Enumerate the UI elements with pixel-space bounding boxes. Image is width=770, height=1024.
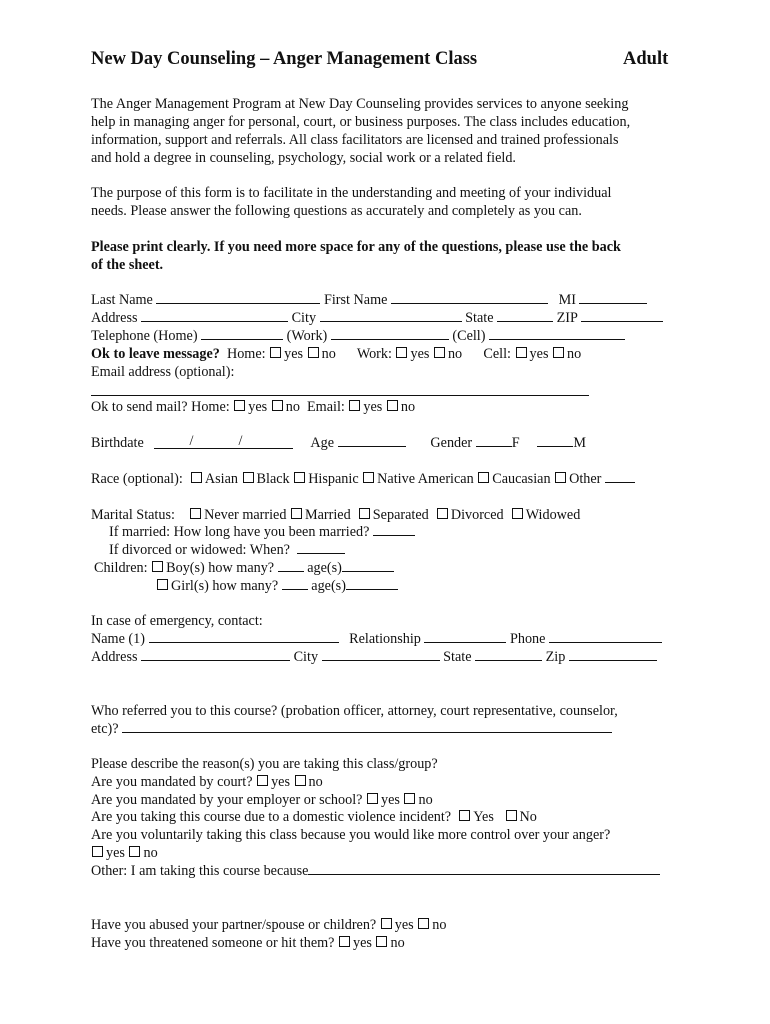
work-phone-label: (Work)	[286, 328, 328, 344]
race-caucasian-checkbox[interactable]	[478, 472, 489, 483]
work-phone-field[interactable]	[331, 327, 449, 340]
gender-f-label: F	[511, 435, 520, 451]
mail-row	[91, 398, 415, 416]
domestic-yes-checkbox[interactable]	[459, 810, 470, 821]
yes-label: yes	[248, 399, 268, 415]
city-field[interactable]	[320, 309, 462, 322]
notice-line-1: Please print clearly. If you need more space for any of the questions, please use the back	[91, 239, 621, 255]
intro-line-1: The Anger Management Program at New Day Counseling provides services to anyone seeking	[91, 96, 629, 112]
yes-label: yes	[353, 935, 372, 951]
emergency-phone-field[interactable]	[549, 630, 662, 643]
mail-no-checkbox[interactable]	[272, 400, 283, 411]
race-hispanic-checkbox[interactable]	[294, 472, 305, 483]
work-yes-checkbox[interactable]	[396, 347, 407, 358]
threatened-yes-checkbox[interactable]	[339, 936, 350, 947]
email-yes-checkbox[interactable]	[349, 400, 360, 411]
cell-no-checkbox[interactable]	[553, 347, 564, 358]
emergency-name-field[interactable]	[149, 630, 339, 643]
no-label: no	[308, 774, 323, 790]
no-label: no	[567, 346, 582, 362]
marital-label: Marital Status:	[91, 507, 175, 523]
yes-label: yes	[271, 774, 290, 790]
threatened-label: Have you threatened someone or hit them?	[91, 935, 335, 951]
voluntary-row	[91, 844, 158, 862]
age-field[interactable]	[338, 434, 406, 447]
married-checkbox[interactable]	[291, 508, 302, 519]
address-label: Address	[91, 310, 138, 326]
relationship-label: Relationship	[349, 631, 421, 647]
message-row	[91, 345, 581, 363]
email-label: Email address (optional):	[91, 364, 235, 380]
notice-line-2: of the sheet.	[91, 257, 164, 273]
domestic-row	[91, 808, 537, 826]
ages-label: age(s)	[307, 560, 342, 576]
last-name-field[interactable]	[156, 291, 320, 304]
date-separator: /	[189, 433, 194, 449]
divorced-when-field[interactable]	[297, 541, 345, 554]
form-title: New Day Counseling – Anger Management Class	[91, 49, 478, 69]
race-other-field[interactable]	[605, 470, 635, 483]
race-option-label: Other	[569, 471, 602, 487]
domestic-label: Are you taking this course due to a domestic violence incident?	[91, 809, 452, 825]
emergency-zip-label: Zip	[545, 649, 566, 665]
girls-count-field[interactable]	[282, 577, 308, 590]
home-yes-checkbox[interactable]	[270, 347, 281, 358]
race-other-checkbox[interactable]	[555, 472, 566, 483]
cell-label: Cell:	[483, 346, 511, 362]
zip-field[interactable]	[581, 309, 663, 322]
girls-ages-field[interactable]	[346, 577, 398, 590]
work-label: Work:	[356, 346, 392, 362]
marital-row	[91, 506, 580, 524]
address-field[interactable]	[141, 309, 288, 322]
purpose-line-2: needs. Please answer the following questions as accurately and completely as you can.	[91, 203, 582, 219]
yes-label: yes	[529, 346, 549, 362]
state-field[interactable]	[497, 309, 553, 322]
other-reason-row	[91, 862, 660, 880]
relationship-field[interactable]	[424, 630, 506, 643]
mail-yes-checkbox[interactable]	[234, 400, 245, 411]
boys-checkbox[interactable]	[152, 561, 163, 572]
race-option-label: Asian	[204, 471, 238, 487]
if-married-row	[109, 523, 415, 541]
age-label: Age	[310, 435, 335, 451]
marital-option-label: Separated	[372, 507, 429, 523]
married-length-field[interactable]	[373, 523, 415, 536]
employer-no-checkbox[interactable]	[404, 793, 415, 804]
gender-m-field[interactable]	[537, 434, 573, 447]
reasons-question: Please describe the reason(s) you are taking this class/group?	[91, 756, 438, 772]
no-label: no	[143, 845, 158, 861]
domestic-no-checkbox[interactable]	[506, 810, 517, 821]
widowed-checkbox[interactable]	[512, 508, 523, 519]
abused-row	[91, 916, 446, 934]
voluntary-question: Are you voluntarily taking this class because you would like more control over your anger?	[91, 827, 611, 843]
last-name-label: Last Name	[91, 292, 153, 308]
first-name-field[interactable]	[391, 291, 548, 304]
ok-message-label: Ok to leave message?	[91, 346, 220, 362]
abused-label: Have you abused your partner/spouse or children?	[91, 917, 377, 933]
other-reason-label: Other: I am taking this course because	[91, 863, 309, 879]
emergency-label: In case of emergency, contact:	[91, 613, 263, 629]
emergency-address-field[interactable]	[141, 648, 290, 661]
yes-label: yes	[106, 845, 125, 861]
race-option-label: Native American	[377, 471, 474, 487]
court-yes-checkbox[interactable]	[257, 775, 268, 786]
yes-label: yes	[381, 792, 400, 808]
no-label: no	[400, 399, 416, 415]
emergency-address-label: Address	[91, 649, 138, 665]
marital-option-label: Married	[305, 507, 351, 523]
boys-ages-field[interactable]	[342, 559, 394, 572]
yes-label: yes	[284, 346, 304, 362]
ages-label: age(s)	[311, 578, 346, 594]
emergency-state-label: State	[443, 649, 472, 665]
state-label: State	[465, 310, 494, 326]
yes-label: Yes	[473, 809, 494, 825]
threatened-no-checkbox[interactable]	[376, 936, 387, 947]
telephone-home-label: Telephone (Home)	[91, 328, 198, 344]
children-girls-row	[156, 577, 398, 595]
birthdate-label: Birthdate	[91, 435, 144, 451]
no-label: no	[390, 935, 405, 951]
telephone-home-field[interactable]	[201, 327, 283, 340]
no-label: no	[432, 917, 447, 933]
email-field[interactable]	[91, 395, 589, 396]
no-label: no	[321, 346, 336, 362]
mandated-court-label: Are you mandated by court?	[91, 774, 253, 790]
referred-row	[91, 720, 612, 738]
home-label: Home:	[226, 346, 266, 362]
emergency-city-field[interactable]	[322, 648, 440, 661]
race-black-checkbox[interactable]	[243, 472, 254, 483]
work-no-checkbox[interactable]	[434, 347, 445, 358]
zip-label: ZIP	[556, 310, 578, 326]
if-married-label: If married: How long have you been married?	[109, 524, 370, 540]
name-row	[91, 291, 647, 309]
emergency-state-field[interactable]	[475, 648, 542, 661]
voluntary-no-checkbox[interactable]	[129, 846, 140, 857]
first-name-label: First Name	[323, 292, 388, 308]
home-no-checkbox[interactable]	[308, 347, 319, 358]
emergency-zip-field[interactable]	[569, 648, 657, 661]
race-option-label: Caucasian	[492, 471, 551, 487]
email-no-checkbox[interactable]	[387, 400, 398, 411]
no-label: No	[519, 809, 537, 825]
marital-option-label: Never married	[204, 507, 287, 523]
etc-label: etc)?	[91, 721, 119, 737]
mandated-employer-label: Are you mandated by your employer or school?	[91, 792, 363, 808]
abused-yes-checkbox[interactable]	[381, 918, 392, 929]
mi-label: MI	[558, 292, 576, 308]
race-row	[91, 470, 635, 488]
race-native-american-checkbox[interactable]	[363, 472, 374, 483]
birthdate-row	[91, 434, 586, 452]
girls-checkbox[interactable]	[157, 579, 168, 590]
birthdate-field[interactable]	[154, 434, 293, 449]
ok-mail-label: Ok to send mail? Home:	[91, 399, 230, 415]
no-label: no	[285, 399, 300, 415]
emergency-city-label: City	[293, 649, 319, 665]
mandated-employer-row	[91, 791, 433, 809]
court-no-checkbox[interactable]	[295, 775, 306, 786]
no-label: no	[447, 346, 463, 362]
adult-label: Adult	[623, 49, 669, 69]
telephone-row	[91, 327, 625, 345]
address-row	[91, 309, 663, 327]
race-asian-checkbox[interactable]	[191, 472, 202, 483]
intro-line-2: help in managing anger for personal, court, or business purposes. The class includes education,	[91, 114, 631, 130]
cell-phone-field[interactable]	[489, 327, 625, 340]
no-label: no	[418, 792, 433, 808]
children-boys-row	[94, 559, 394, 577]
separated-checkbox[interactable]	[359, 508, 370, 519]
other-reason-field[interactable]	[308, 862, 660, 875]
boys-count-field[interactable]	[278, 559, 304, 572]
abused-no-checkbox[interactable]	[418, 918, 429, 929]
yes-label: yes	[410, 346, 430, 362]
divorced-checkbox[interactable]	[437, 508, 448, 519]
referred-field[interactable]	[122, 720, 612, 733]
race-label: Race (optional):	[91, 471, 183, 487]
intro-line-4: and hold a degree in counseling, psychology, social work or a related field.	[91, 150, 516, 166]
race-option-label: Hispanic	[308, 471, 359, 487]
gender-m-label: M	[573, 435, 586, 451]
marital-option-label: Divorced	[450, 507, 504, 523]
mandated-court-row	[91, 773, 323, 791]
marital-option-label: Widowed	[525, 507, 581, 523]
city-label: City	[291, 310, 317, 326]
cell-phone-label: (Cell)	[452, 328, 486, 344]
intro-line-3: information, support and referrals. All class facilitators are licensed and trained professionals	[91, 132, 619, 148]
mi-field[interactable]	[579, 291, 647, 304]
never-married-checkbox[interactable]	[190, 508, 201, 519]
threatened-row	[91, 934, 405, 952]
gender-label: Gender	[430, 435, 473, 451]
race-option-label: Black	[256, 471, 290, 487]
date-separator: /	[238, 433, 243, 449]
yes-label: yes	[394, 917, 414, 933]
email-ok-label: Email:	[307, 399, 345, 415]
emergency-address-row	[91, 648, 657, 666]
voluntary-yes-checkbox[interactable]	[92, 846, 103, 857]
girls-label: Girl(s) how many?	[171, 578, 279, 594]
emergency-name-row	[91, 630, 662, 648]
children-label: Children:	[94, 560, 148, 576]
if-divorced-row	[109, 541, 345, 559]
boys-label: Boy(s) how many?	[166, 560, 275, 576]
employer-yes-checkbox[interactable]	[367, 793, 378, 804]
cell-yes-checkbox[interactable]	[516, 347, 527, 358]
phone-label: Phone	[509, 631, 546, 647]
purpose-line-1: The purpose of this form is to facilitate in the understanding and meeting of your individual	[91, 185, 612, 201]
if-divorced-label: If divorced or widowed: When?	[109, 542, 290, 558]
emergency-name-label: Name (1)	[91, 631, 145, 647]
referred-question: Who referred you to this course? (probation officer, attorney, court representative, counselor,	[91, 703, 618, 719]
gender-f-field[interactable]	[476, 434, 512, 447]
yes-label: yes	[363, 399, 383, 415]
